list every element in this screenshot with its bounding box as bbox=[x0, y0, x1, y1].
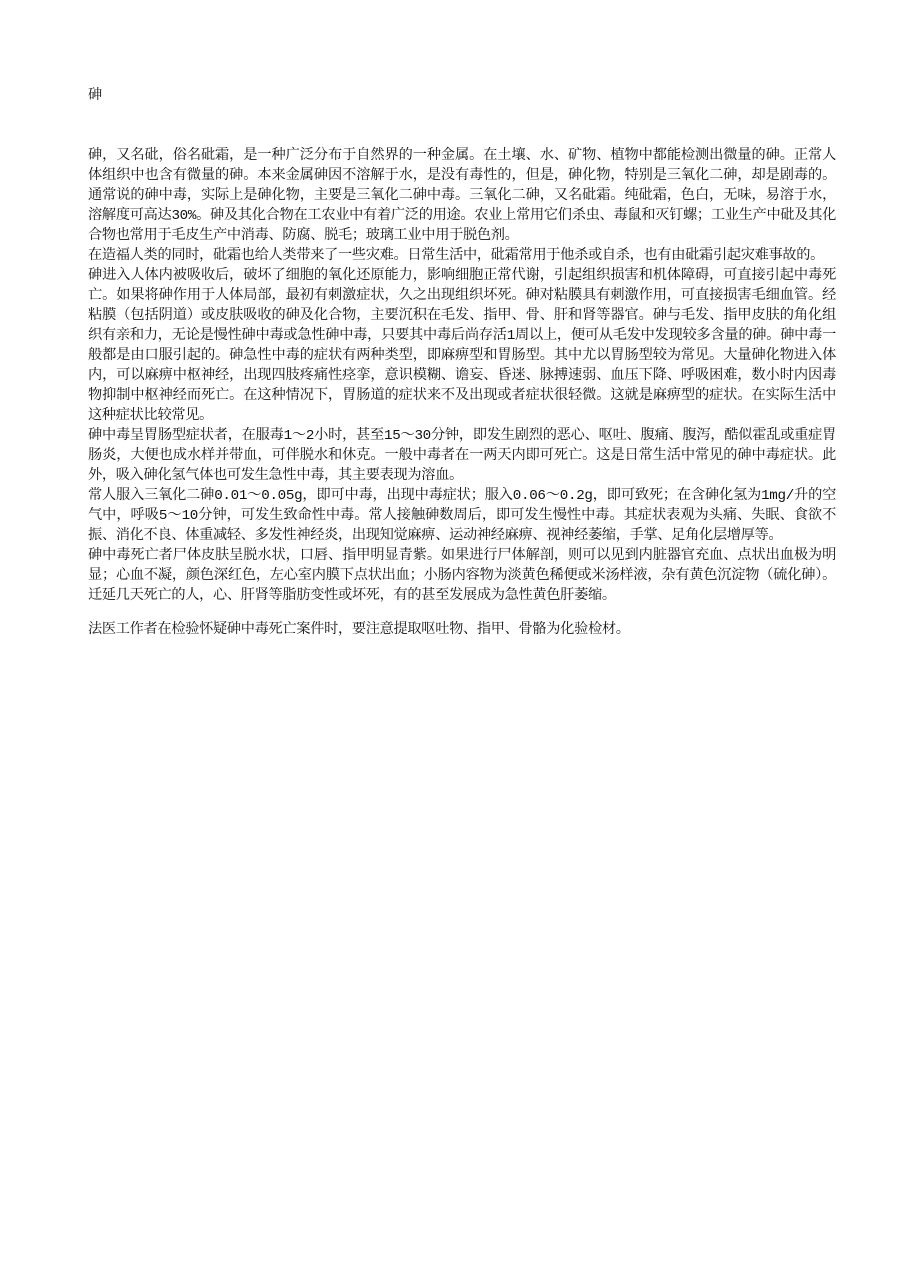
paragraph-mechanism: 砷进入人体内被吸收后，破坏了细胞的氧化还原能力，影响细胞正常代谢，引起组织损害和机体障碍，可直接引起中毒死亡。如果将砷作用于人体局部，最初有刺激症状，久之出现组织坏死。砷对粘膜具有刺激作用，可直接损害毛细血管。经粘膜（包括阴道）或皮肤吸收的砷及化合物，主要沉积在毛发、指甲、骨、肝和肾等器官。砷与毛发、指甲皮肤的角化组织有亲和力，无论是慢性砷中毒或急性砷中毒，只要其中毒后尚存活1周以上，便可从毛发中发现较多含量的砷。砷中毒一般都是由口服引起的。砷急性中毒的症状有两种类型，即麻痹型和胃肠型。其中尤以胃肠型较为常见。大量砷化物进入体内，可以麻痹中枢神经，出现四肢疼痛性痉挛，意识模糊、谵妄、昏迷、脉搏速弱、血压下降、呼吸困难，数小时内因毒物抑制中枢神经而死亡。在这种情况下，胃肠道的症状来不及出现或者症状很轻微。这就是麻痹型的症状。在实际生活中这种症状比较常见。 bbox=[88, 268, 836, 424]
paragraph-autopsy: 砷中毒死亡者尸体皮肤呈脱水状，口唇、指甲明显青紫。如果进行尸体解剖，则可以见到内脏器官充血、点状出血极为明显；心血不凝，颜色深红色，左心室内膜下点状出血；小肠内容物为淡黄色稀便或米汤样液，杂有黄色沉淀物（硫化砷）。迁延几天死亡的人，心、肝肾等脂肪变性或坏死，有的甚至发展成为急性黄色肝萎缩。 bbox=[88, 548, 836, 604]
paragraph-forensic: 法医工作者在检验怀疑砷中毒死亡案件时，要注意提取呕吐物、指甲、骨骼为化验检材。 bbox=[88, 622, 630, 638]
paragraph-disasters: 在造福人类的同时，砒霜也给人类带来了一些灾难。日常生活中，砒霜常用于他杀或自杀，也有由砒霜引起灾难事故的。 bbox=[88, 248, 825, 264]
paragraph-dosage: 常人服入三氧化二砷0.01～0.05g，即可中毒，出现中毒症状；服入0.06～0.2g，即可致死；在含砷化氢为1mg/升的空气中，呼吸5～10分钟，可发生致命性中毒。常人接触砷数周后，即可发生慢性中毒。其症状表观为头痛、失眠、食欲不振、消化不良、体重减轻、多发性神经炎，出现知觉麻痹、运动神经麻痹、视神经萎缩，手掌、足角化层增厚等。 bbox=[88, 488, 836, 544]
document-page bbox=[88, 86, 836, 640]
document-title: 砷 bbox=[88, 88, 103, 104]
paragraph-definition: 砷，又名砒，俗名砒霜，是一种广泛分布于自然界的一种金属。在土壤、水、矿物、植物中都能检测出微量的砷。正常人体组织中也含有微量的砷。本来金属砷因不溶解于水，是没有毒性的，但是，砷化物，特别是三氧化二砷，却是剧毒的。通常说的砷中毒，实际上是砷化物，主要是三氧化二砷中毒。三氧化二砷，又名砒霜。纯砒霜，色白，无味，易溶于水，溶解度可高达30%。砷及其化合物在工农业中有着广泛的用途。农业上常用它们杀虫、毒鼠和灭钉螺；工业生产中砒及其化合物也常用于毛皮生产中消毒、防腐、脱毛；玻璃工业中用于脱色剂。 bbox=[88, 148, 836, 244]
document-body bbox=[88, 146, 836, 640]
paragraph-gastro-type: 砷中毒呈胃肠型症状者，在服毒1～2小时，甚至15～30分钟，即发生剧烈的恶心、呕吐、腹痛、腹泻，酷似霍乱或重症胃肠炎，大便也成水样并带血，可伴脱水和休克。一般中毒者在一两天内即可死亡。这是日常生活中常见的砷中毒症状。此外，吸入砷化氢气体也可发生急性中毒，其主要表现为溶血。 bbox=[88, 428, 836, 484]
